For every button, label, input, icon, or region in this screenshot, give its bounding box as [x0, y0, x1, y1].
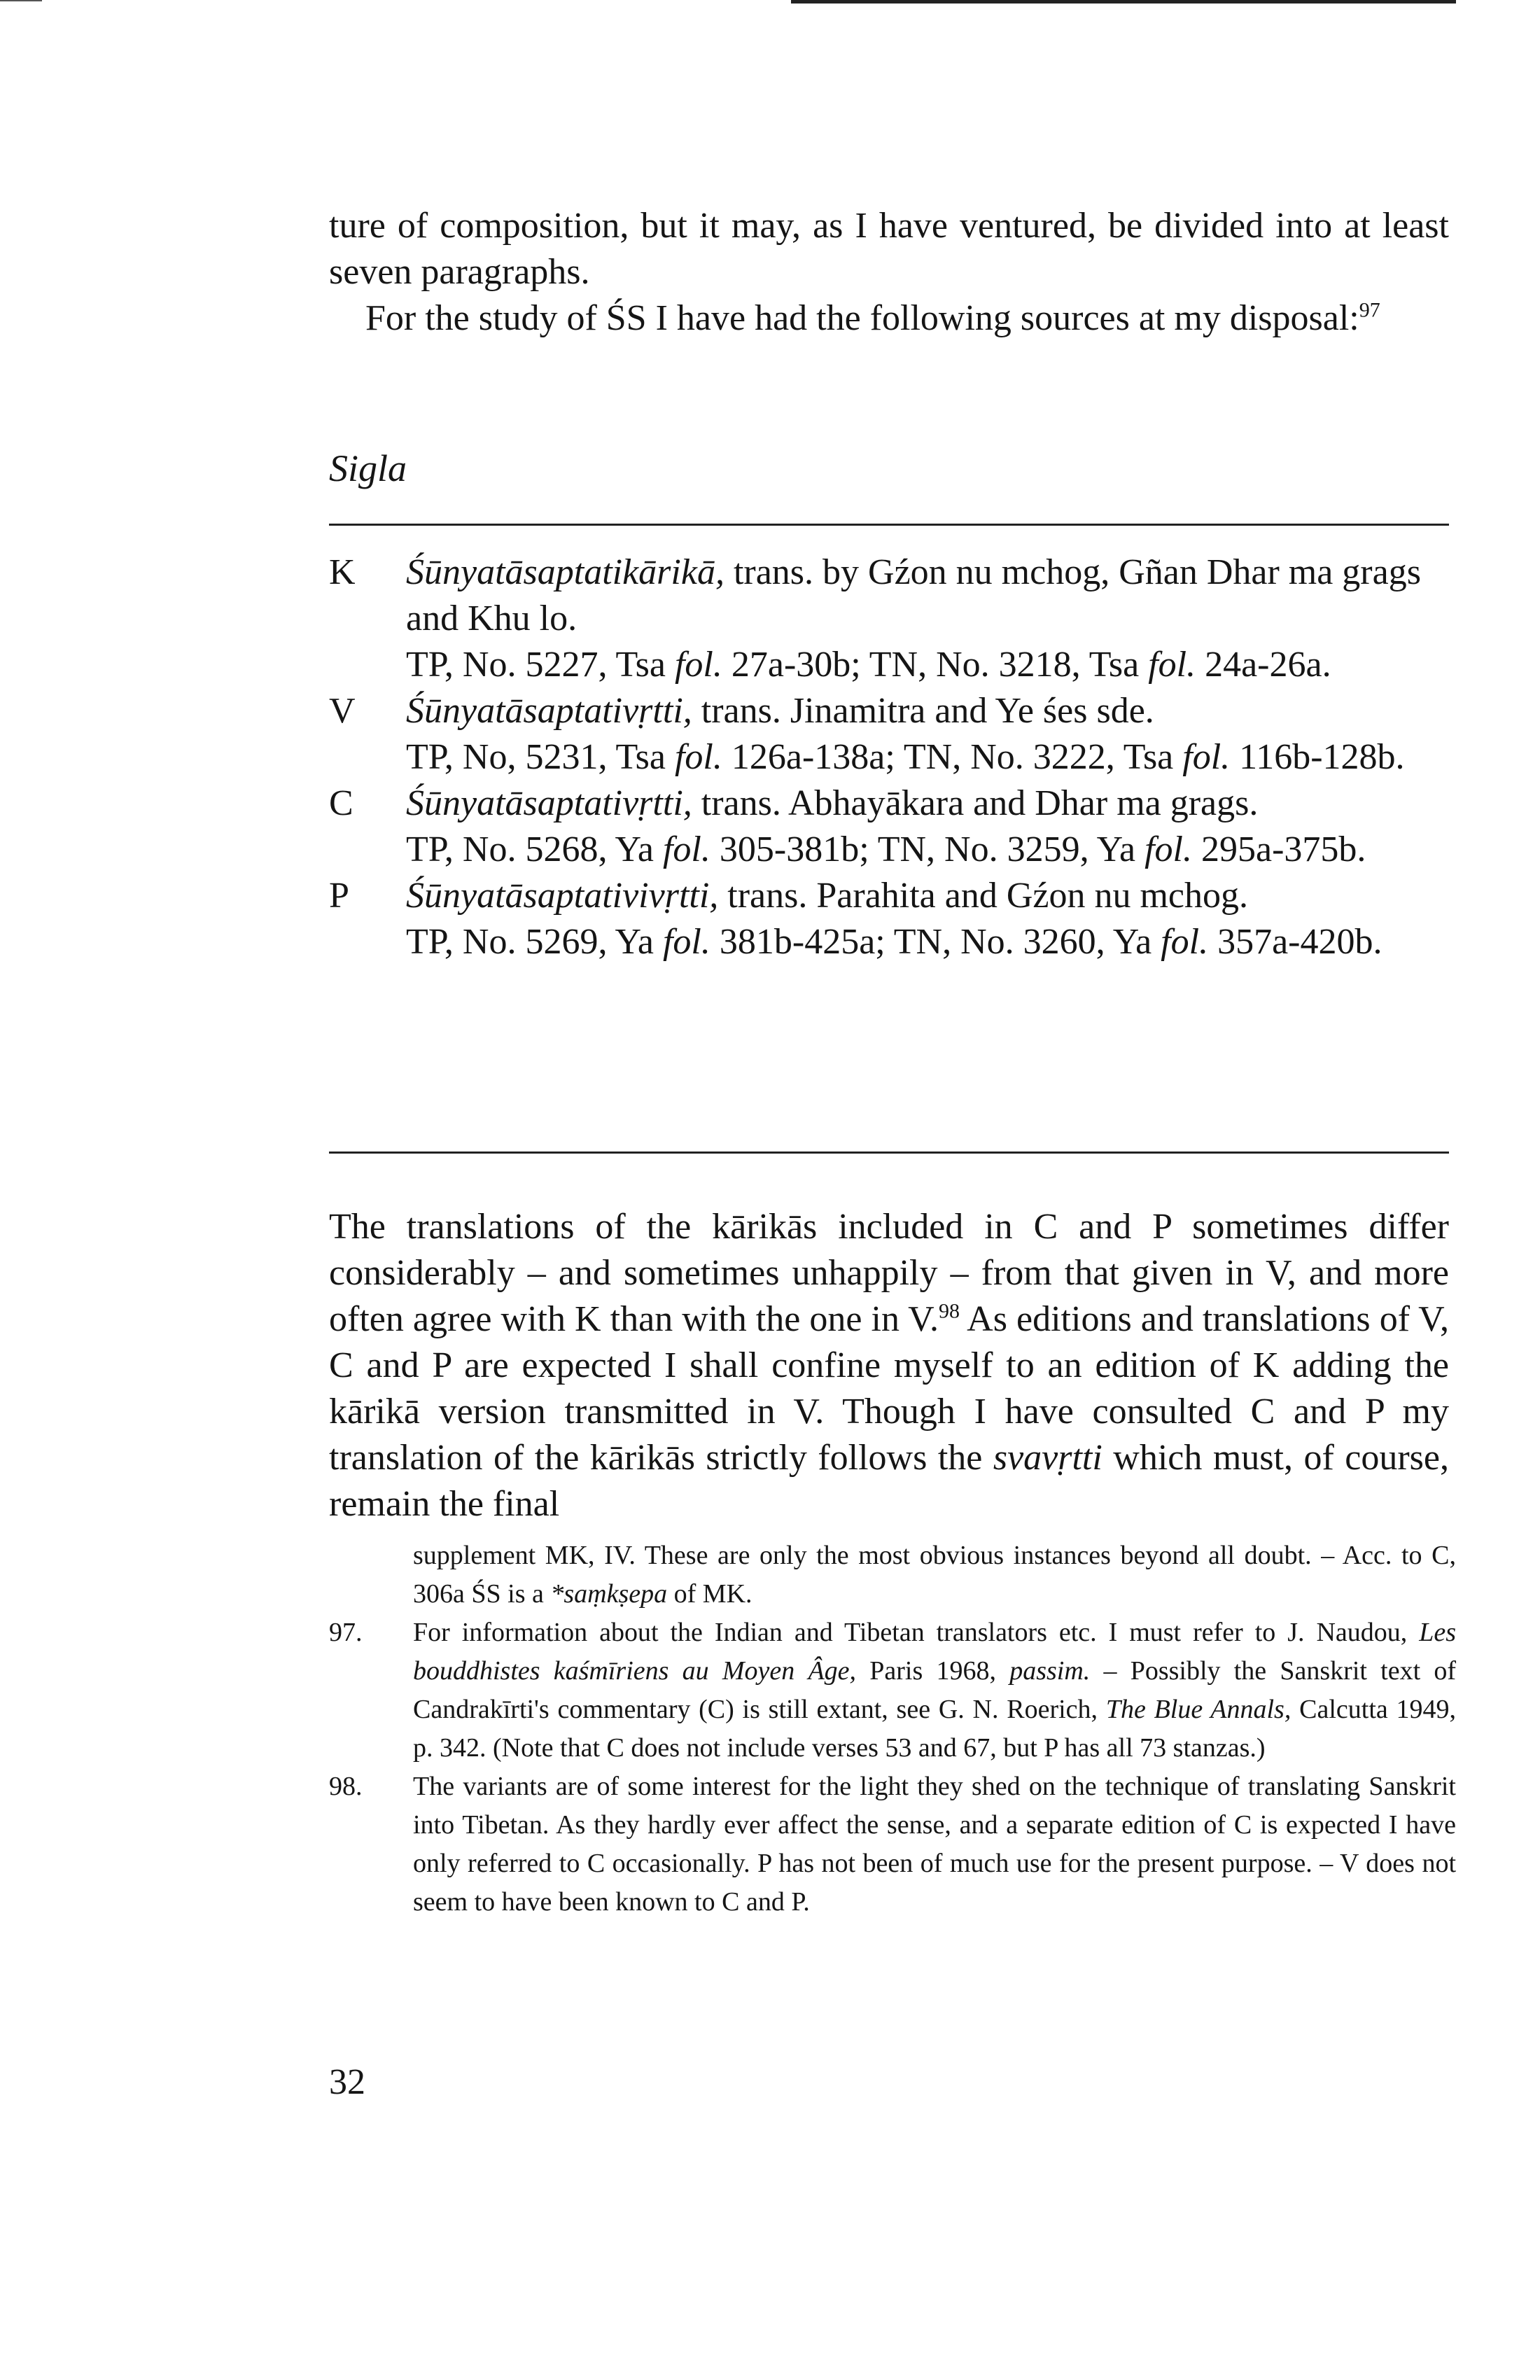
intro-line-2: For the study of ŚS I have had the following sources at my disposal: — [365, 298, 1359, 338]
intro-paragraph — [329, 203, 1449, 342]
sigla-entry-p — [329, 873, 1449, 965]
siglum-description — [406, 780, 1449, 873]
body-text-3: which must, of course, remain the final — [329, 1438, 1449, 1524]
siglum-letter: V — [329, 691, 356, 731]
sigla-list — [329, 550, 1449, 965]
siglum-reference: TP, No, 5231, Tsa fol. 126a-138a; TN, No. 3222, Tsa fol. 116b-128b. — [406, 737, 1405, 777]
body-italic-term: svavṛtti — [993, 1438, 1102, 1478]
body-text-2: As editions and translations of V, C and P are expected I shall confine myself to an edition of K adding the kārikā version transmitted in V. Though I have consulted C and P my translation of the kārikās strictly follows the — [329, 1299, 1450, 1478]
siglum-translators: trans. Parahita and Gźon nu mchog. — [718, 876, 1248, 916]
footnote-text: For information about the Indian and Tibetan translators etc. I must refer to J. Naudou, Les bouddhistes kaśmīriens au Moyen Âge, Paris 1968, passim. – Possibly the Sanskrit text of Candrakīrti's commentary (C) is still extant, see G. N. Roerich, The Blue Annals, Calcutta 1949, p. 342. (Note that C does not include verses 53 and 67, but P has all 73 stanzas.) — [413, 1618, 1457, 1763]
siglum-letter: C — [329, 783, 354, 823]
left-edge-mark — [0, 0, 42, 1]
siglum-description — [406, 873, 1449, 965]
footnote-97 — [329, 1614, 1456, 1768]
siglum-reference: TP, No. 5268, Ya fol. 305-381b; TN, No. 3259, Ya fol. 295a-375b. — [406, 830, 1366, 869]
siglum-title: Śūnyatāsaptativṛtti, — [406, 691, 692, 731]
top-edge-line — [791, 0, 1456, 4]
intro-line-1: ture of composition, but it may, as I have ventured, be divided into at least seven paragraphs. — [329, 206, 1449, 292]
siglum-reference: TP, No. 5269, Ya fol. 381b-425a; TN, No. 3260, Ya fol. 357a-420b. — [406, 922, 1382, 962]
footnote-ref-97: 97 — [1359, 298, 1380, 322]
body-paragraph — [329, 1204, 1449, 1527]
siglum-letter: P — [329, 876, 349, 916]
sigla-entry-v — [329, 688, 1449, 780]
sigla-entry-k — [329, 550, 1449, 688]
siglum-title: Śūnyatāsaptativṛtti, — [406, 783, 692, 823]
footnote-number: 98. — [329, 1772, 363, 1801]
footnote-ref-98: 98 — [938, 1299, 960, 1323]
footnote-text: The variants are of some interest for the light they shed on the technique of translating Sanskrit into Tibetan. As they hardly ever affect the sense, and a separate edition of C is expected I have only referred to C occasionally. P has not been of much use for the present purpose. – V does not seem to have been known to C and P. — [413, 1772, 1456, 1917]
footnote-continuation: supplement MK, IV. These are only the most obvious instances beyond all doubt. – Acc. to C, 306a ŚS is a *saṃkṣepa of MK. — [413, 1541, 1456, 1609]
siglum-title: Śūnyatāsaptatikārikā, — [406, 552, 724, 592]
sigla-heading: Sigla — [329, 447, 407, 489]
siglum-letter: K — [329, 552, 356, 592]
siglum-translators: trans. by Gźon nu mchog, Gñan Dhar ma grags and Khu lo. — [406, 552, 1421, 638]
sigla-entry-c — [329, 780, 1449, 873]
page-number: 32 — [329, 2062, 365, 2102]
footnote-98 — [329, 1768, 1456, 1921]
footnotes — [329, 1536, 1456, 1921]
siglum-description — [406, 688, 1449, 780]
siglum-description — [406, 550, 1449, 688]
siglum-translators: trans. Jinamitra and Ye śes sde. — [692, 691, 1154, 731]
siglum-reference: TP, No. 5227, Tsa fol. 27a-30b; TN, No. 3218, Tsa fol. 24a-26a. — [406, 645, 1331, 685]
siglum-translators: trans. Abhayākara and Dhar ma grags. — [692, 783, 1259, 823]
siglum-title: Śūnyatāsaptativivṛtti, — [406, 876, 719, 916]
sigla-top-rule — [329, 524, 1449, 526]
footnote-number: 97. — [329, 1618, 363, 1647]
sigla-bottom-rule — [329, 1152, 1449, 1154]
body-text-1: The translations of the kārikās included in C and P sometimes differ considerably – and sometimes unhappily – from that given in V, and more often agree with K than with the one in V. — [329, 1207, 1449, 1339]
